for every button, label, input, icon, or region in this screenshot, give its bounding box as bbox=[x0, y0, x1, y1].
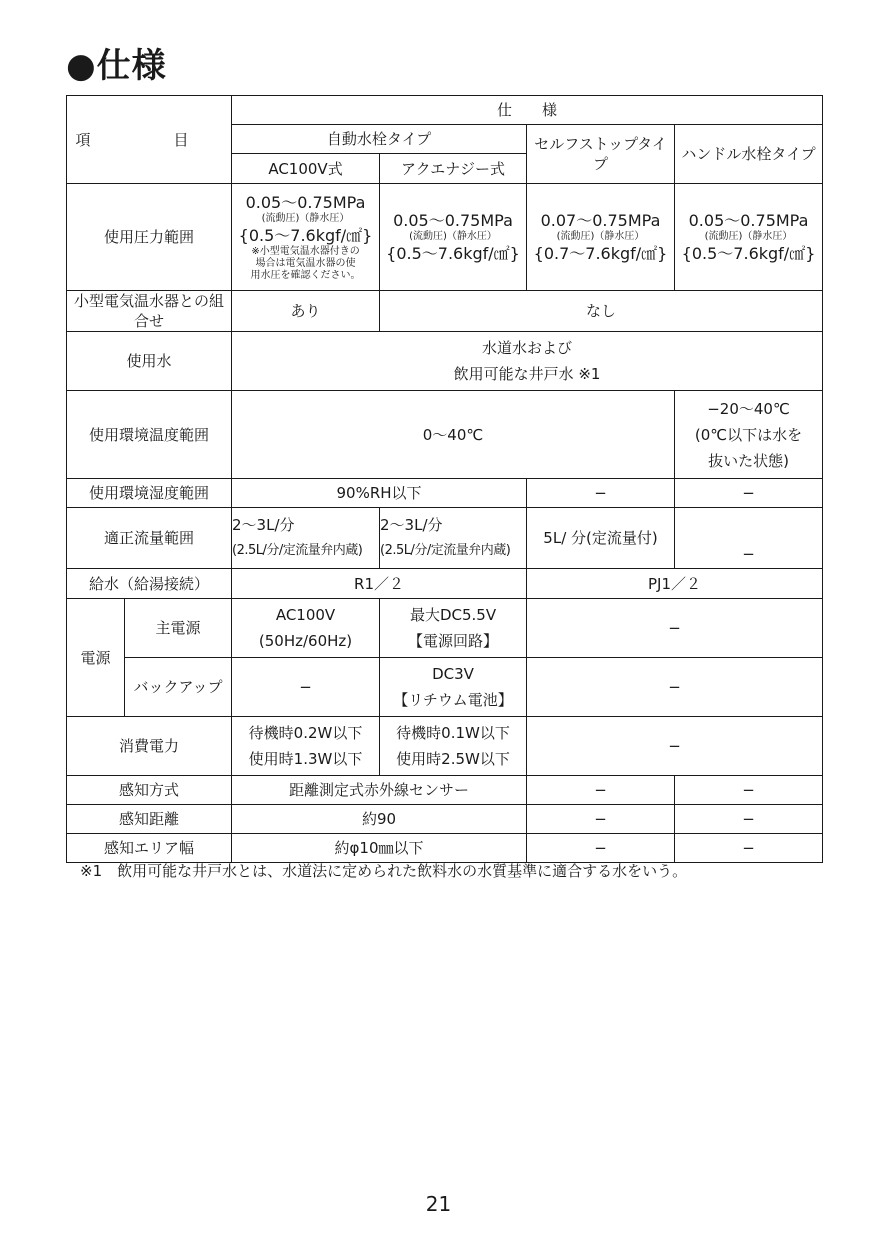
heater-ac: あり bbox=[232, 291, 380, 332]
header-ac100v: AC100V式 bbox=[232, 154, 380, 184]
supply-auto: R1／２ bbox=[232, 569, 527, 599]
pressure-handle: 0.05〜0.75MPa (流動圧)（静水圧） {0.5〜7.6kgf/㎠} bbox=[675, 184, 823, 291]
flow-handle: − bbox=[675, 508, 823, 569]
header-item: 項 目 bbox=[67, 96, 232, 184]
consumption-other: − bbox=[527, 717, 823, 776]
sensing-width-selfstop: − bbox=[527, 834, 675, 863]
spec-table bbox=[66, 95, 823, 863]
page-number: 21 bbox=[425, 1192, 452, 1216]
row-label-heater: 小型電気温水器との組合せ bbox=[67, 291, 232, 332]
power-main-label: 主電源 bbox=[125, 599, 232, 658]
sensing-method-auto: 距離測定式赤外線センサー bbox=[232, 776, 527, 805]
pressure-aq: 0.05〜0.75MPa (流動圧)（静水圧） {0.5〜7.6kgf/㎠} bbox=[380, 184, 527, 291]
row-label-sensing-distance: 感知距離 bbox=[67, 805, 232, 834]
row-label-flow: 適正流量範囲 bbox=[67, 508, 232, 569]
header-spec: 仕 様 bbox=[232, 96, 823, 125]
row-label-water: 使用水 bbox=[67, 332, 232, 391]
header-auto-type: 自動水栓タイプ bbox=[232, 125, 527, 154]
row-label-pressure: 使用圧力範囲 bbox=[67, 184, 232, 291]
sensing-distance-auto: 約90 bbox=[232, 805, 527, 834]
power-backup-label: バックアップ bbox=[125, 658, 232, 717]
pressure-ac: 0.05〜0.75MPa (流動圧)（静水圧） {0.5〜7.6kgf/㎠} ※小型電気温水器付きの 場合は電気温水器の使 用水圧を確認ください。 bbox=[232, 184, 380, 291]
power-main-ac: AC100V (50Hz/60Hz) bbox=[232, 599, 380, 658]
temp-handle: −20〜40℃ (0℃以下は水を 抜いた状態) bbox=[675, 391, 823, 479]
supply-other: PJ1／２ bbox=[527, 569, 823, 599]
flow-selfstop: 5L/ 分(定流量付) bbox=[527, 508, 675, 569]
humidity-selfstop: − bbox=[527, 479, 675, 508]
sensing-method-handle: − bbox=[675, 776, 823, 805]
consumption-aq: 待機時0.1W以下 使用時2.5W以下 bbox=[380, 717, 527, 776]
sensing-distance-selfstop: − bbox=[527, 805, 675, 834]
flow-ac: 2〜3L/分 (2.5L/分/定流量弁内蔵) bbox=[232, 508, 380, 569]
row-label-power: 電源 bbox=[67, 599, 125, 717]
row-label-humidity: 使用環境湿度範囲 bbox=[67, 479, 232, 508]
footnote: ※1 飲用可能な井戸水とは、水道法に定められた飲料水の水質基準に適合する水をいう。 bbox=[80, 862, 688, 880]
power-backup-other: − bbox=[527, 658, 823, 717]
heater-others: なし bbox=[380, 291, 823, 332]
row-label-temp: 使用環境温度範囲 bbox=[67, 391, 232, 479]
temp-main: 0〜40℃ bbox=[232, 391, 675, 479]
sensing-method-selfstop: − bbox=[527, 776, 675, 805]
pressure-selfstop: 0.07〜0.75MPa (流動圧)（静水圧） {0.7〜7.6kgf/㎠} bbox=[527, 184, 675, 291]
page-title: ●仕様 bbox=[66, 46, 167, 86]
power-main-other: − bbox=[527, 599, 823, 658]
power-backup-aq: DC3V 【リチウム電池】 bbox=[380, 658, 527, 717]
water-value: 水道水および 飲用可能な井戸水 ※1 bbox=[232, 332, 823, 391]
sensing-distance-handle: − bbox=[675, 805, 823, 834]
power-backup-ac: − bbox=[232, 658, 380, 717]
sensing-width-handle: − bbox=[675, 834, 823, 863]
header-handle: ハンドル水栓タイプ bbox=[675, 125, 823, 184]
row-label-supply: 給水（給湯接続） bbox=[67, 569, 232, 599]
row-label-consumption: 消費電力 bbox=[67, 717, 232, 776]
humidity-handle: − bbox=[675, 479, 823, 508]
header-selfstop: セルフストップタイプ bbox=[527, 125, 675, 184]
consumption-ac: 待機時0.2W以下 使用時1.3W以下 bbox=[232, 717, 380, 776]
sensing-width-auto: 約φ10㎜以下 bbox=[232, 834, 527, 863]
header-aquaenergy: アクエナジー式 bbox=[380, 154, 527, 184]
row-label-sensing-width: 感知エリア幅 bbox=[67, 834, 232, 863]
power-main-aq: 最大DC5.5V 【電源回路】 bbox=[380, 599, 527, 658]
humidity-main: 90%RH以下 bbox=[232, 479, 527, 508]
flow-aq: 2〜3L/分 (2.5L/分/定流量弁内蔵) bbox=[380, 508, 527, 569]
row-label-sensing-method: 感知方式 bbox=[67, 776, 232, 805]
